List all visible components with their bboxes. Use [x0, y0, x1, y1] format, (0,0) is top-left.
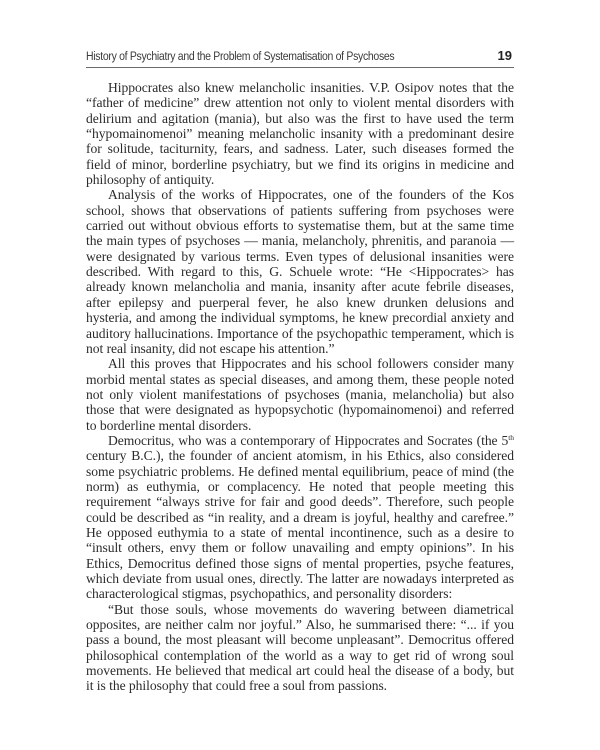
paragraph-hippocrates-school: All this proves that Hippocrates and his school followers consider many morbid mental states as special diseases, and among them, these people noted not only violent manifestations of psychoses (mania, melancholia) but also those that were designated as hypopsychotic (hypomainomenoi) and referred to borderline mental disorders. — [86, 356, 514, 433]
running-header — [86, 47, 514, 68]
paragraph-democritus-start: Democritus, who was a contemporary of Hippocrates and Socrates (the 5 — [108, 432, 509, 448]
page-number: 19 — [497, 48, 512, 63]
paragraph-hippocrates-analysis: Analysis of the works of Hippocrates, one of the founders of the Kos school, shows that observations of patients suffering from psychoses were carried out without obvious efforts to systematise them, but at the same time the main types of psychoses — mania, melancholy, phrenitis, and paranoia — were designated by various terms. Even types of delusional insanities were described. With regard to this, G. Schuele wrote: “He <Hippocrates> has already known melancholia and mania, insanity after acute febrile diseases, after epilepsy and puerperal fever, he also knew drunken delusions and hysteria, and among the individual symptoms, he knew precordial anxiety and auditory hallucinations. Importance of the psychopathic temperament, which is not real insanity, did not escape his attention.” — [86, 187, 514, 356]
paragraph-democritus-quote: “But those souls, whose movements do wavering between diametrical opposites, are neither calm nor joyful.” Also, he summarised there: “... if you pass a bound, the most pleasant will become unpleasant”. Democritus offered philosophical contemplation of the world as a way to get rid of wrong soul movements. He believed that medical art could heal the disease of a body, but it is the philosophy that could free a soul from passions. — [86, 601, 514, 694]
paragraph-democritus-rest: century B.C.), the founder of ancient atomism, in his Ethics, also considered some psychiatric problems. He defined mental equilibrium, peace of mind (the norm) as euthymia, or complacency. He noted that people meeting this requirement “always strive for fair and good deeds”. Therefore, such people could be described as “in reality, and a dream is joyful, healthy and carefree.” He opposed euthymia to a state of mental incontinence, such as a desire to “insult others, envy them or follow unavailing and empty opinions”. In his Ethics, Democritus defined those signs of mental properties, psyche features, which deviate from usual ones, directly. The latter are nowadays interpreted as characterological stigmas, psychopathics, and personality disorders: — [86, 448, 514, 602]
ordinal-superscript: th — [508, 432, 514, 442]
running-title: History of Psychiatry and the Problem of Systematisation of Psychoses — [86, 49, 395, 63]
paragraph-democritus — [86, 433, 514, 602]
paragraph-hippocrates-melancholic: Hippocrates also knew melancholic insanities. V.P. Osipov notes that the “father of medicine” drew attention not only to violent mental disorders with delirium and agitation (mania), but also was the first to have used the term “hypomainomenoi” meaning melancholic insanity with a predominant desire for solitude, taciturnity, fears, and sadness. Later, such diseases formed the field of minor, borderline psychiatry, but we find its origins in medicine and philosophy of antiquity. — [86, 80, 514, 188]
body-text — [86, 80, 514, 694]
